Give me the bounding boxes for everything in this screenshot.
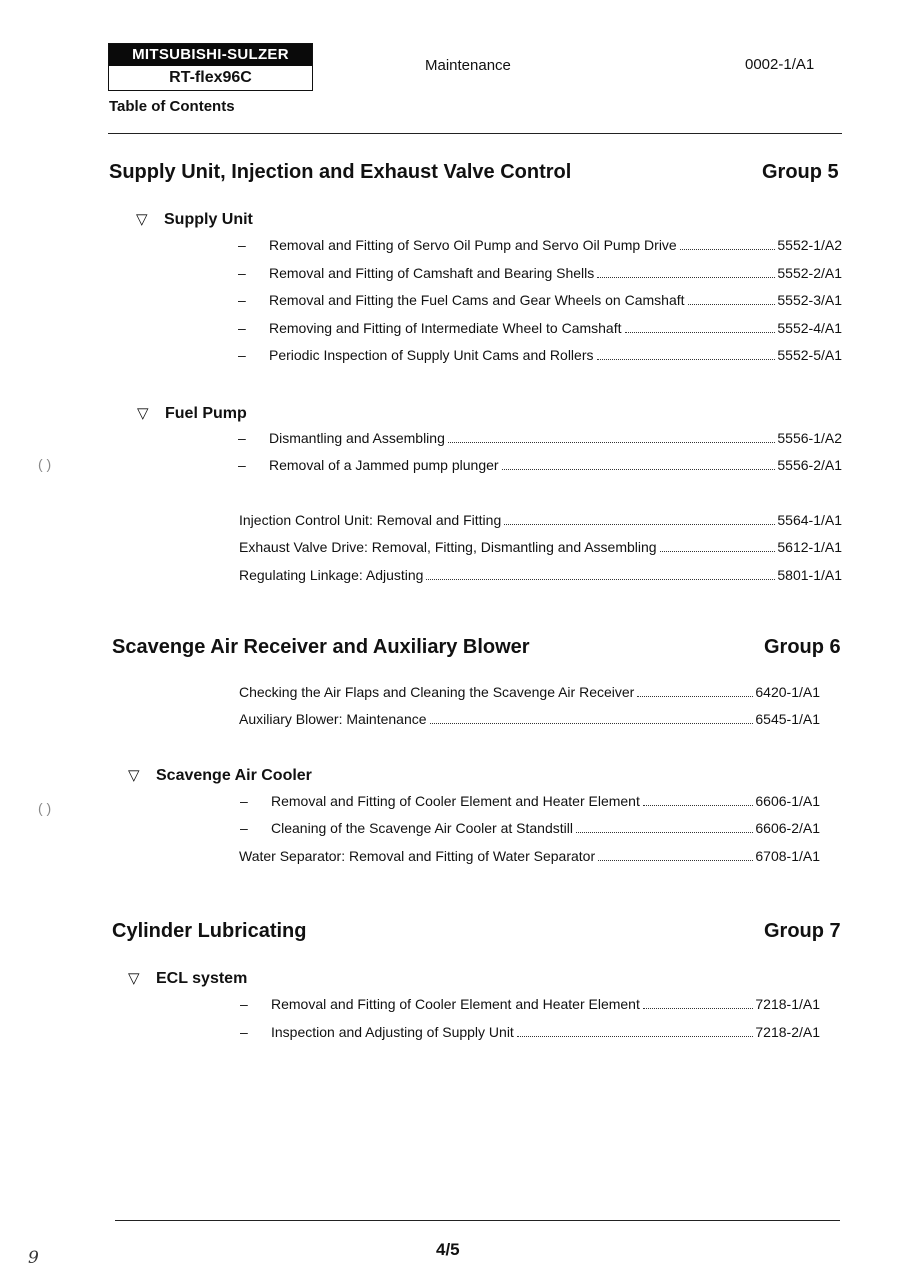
dash-bullet: – [238,320,246,336]
toc-entry[interactable] [238,237,842,253]
dot-leader [643,1008,754,1009]
brand-name: MITSUBISHI-SULZER [109,44,312,66]
group-number: Group 7 [764,920,841,942]
entry-title: Auxiliary Blower: Maintenance [239,711,427,727]
dot-leader [502,469,776,470]
dash-bullet: – [240,996,248,1012]
entry-reference: 5564-1/A1 [777,512,842,528]
page-number: 4/5 [436,1240,460,1259]
toc-entry[interactable] [240,820,820,836]
dot-leader [680,249,776,250]
subsection-heading [128,969,247,988]
toc-entry[interactable] [239,684,820,700]
group-title: Scavenge Air Receiver and Auxiliary Blower [112,636,530,658]
document-reference: 0002-1/A1 [745,56,815,73]
toc-entry[interactable] [240,1024,820,1040]
toc-entry[interactable] [238,292,842,308]
toc-entry[interactable] [239,711,820,727]
triangle-down-icon: ▽ [128,767,140,784]
dot-leader [660,551,776,552]
dash-bullet: – [240,820,248,836]
entry-reference: 5556-1/A2 [777,430,842,446]
entry-reference: 7218-1/A1 [755,996,820,1012]
dot-leader [426,579,775,580]
document-category: Maintenance [425,57,511,74]
triangle-down-icon: ▽ [128,970,140,987]
subsection-title: Fuel Pump [165,405,247,422]
toc-entry[interactable] [238,320,842,336]
footer-divider [115,1220,840,1221]
entry-title: Injection Control Unit: Removal and Fitting [239,512,502,528]
header-divider [108,133,842,134]
entry-reference: 5552-4/A1 [777,320,842,336]
handwritten-note: 9 [28,1248,39,1268]
dot-leader [597,359,776,360]
entry-reference: 7218-2/A1 [755,1024,820,1040]
dot-leader [688,304,776,305]
group-title: Supply Unit, Injection and Exhaust Valve Control [109,161,572,183]
dash-bullet: – [238,347,246,363]
entry-title: Removal and Fitting of Servo Oil Pump and Servo Oil Pump Drive [269,237,677,253]
entry-title: Cleaning of the Scavenge Air Cooler at Standstill [271,820,573,836]
toc-entry[interactable] [239,567,842,583]
entry-title: Removal and Fitting of Camshaft and Bearing Shells [269,265,595,281]
binder-hole-mark: ( ) [38,456,52,472]
dash-bullet: – [238,430,246,446]
entry-reference: 5612-1/A1 [777,539,842,555]
dot-leader [598,860,753,861]
toc-entry[interactable] [239,848,820,864]
subsection-title: Supply Unit [164,211,253,228]
entry-reference: 6545-1/A1 [755,711,820,727]
entry-title: Removing and Fitting of Intermediate Wheel to Camshaft [269,320,622,336]
triangle-down-icon: ▽ [136,211,148,228]
dash-bullet: – [240,1024,248,1040]
dot-leader [448,442,776,443]
group-number: Group 6 [764,636,841,658]
dash-bullet: – [238,292,246,308]
entry-title: Dismantling and Assembling [269,430,445,446]
entry-reference: 5801-1/A1 [777,567,842,583]
dash-bullet: – [238,237,246,253]
binder-hole-mark: ( ) [38,800,52,816]
entry-reference: 5552-1/A2 [777,237,842,253]
dot-leader [517,1036,754,1037]
entry-title: Exhaust Valve Drive: Removal, Fitting, Dismantling and Assembling [239,539,657,555]
dot-leader [504,524,775,525]
group-number: Group 5 [762,161,839,183]
entry-title: Water Separator: Removal and Fitting of Water Separator [239,848,596,864]
dot-leader [637,696,753,697]
toc-entry[interactable] [239,539,842,555]
entry-reference: 6708-1/A1 [755,848,820,864]
toc-entry[interactable] [238,347,842,363]
entry-reference: 5552-2/A1 [777,265,842,281]
entry-title: Regulating Linkage: Adjusting [239,567,424,583]
entry-title: Periodic Inspection of Supply Unit Cams and Rollers [269,347,594,363]
toc-entry[interactable] [239,512,842,528]
toc-entry[interactable] [240,793,820,809]
dot-leader [430,723,754,724]
dot-leader [597,277,775,278]
entry-reference: 5556-2/A1 [777,457,842,473]
dot-leader [643,805,754,806]
brand-logo-box [108,43,313,91]
dot-leader [625,332,776,333]
group-title: Cylinder Lubricating [112,920,307,942]
entry-reference: 6420-1/A1 [755,684,820,700]
dash-bullet: – [238,265,246,281]
entry-title: Removal and Fitting of Cooler Element and Heater Element [271,996,640,1012]
subsection-heading [136,210,253,229]
entry-title: Removal of a Jammed pump plunger [269,457,499,473]
dash-bullet: – [240,793,248,809]
toc-entry[interactable] [238,457,842,473]
dash-bullet: – [238,457,246,473]
entry-title: Inspection and Adjusting of Supply Unit [271,1024,514,1040]
entry-reference: 5552-3/A1 [777,292,842,308]
toc-entry[interactable] [238,265,842,281]
toc-entry[interactable] [238,430,842,446]
entry-reference: 6606-2/A1 [755,820,820,836]
entry-title: Checking the Air Flaps and Cleaning the Scavenge Air Receiver [239,684,635,700]
entry-reference: 5552-5/A1 [777,347,842,363]
entry-title: Removal and Fitting of Cooler Element and Heater Element [271,793,640,809]
entry-reference: 6606-1/A1 [755,793,820,809]
engine-model: RT-flex96C [169,69,252,86]
triangle-down-icon: ▽ [137,405,149,422]
subsection-heading [137,404,247,423]
toc-entry[interactable] [240,996,820,1012]
entry-title: Removal and Fitting the Fuel Cams and Gear Wheels on Camshaft [269,292,685,308]
subsection-title: ECL system [156,970,248,987]
dot-leader [576,832,753,833]
subsection-heading [128,766,312,785]
section-label: Table of Contents [109,98,235,115]
subsection-title: Scavenge Air Cooler [156,767,312,784]
